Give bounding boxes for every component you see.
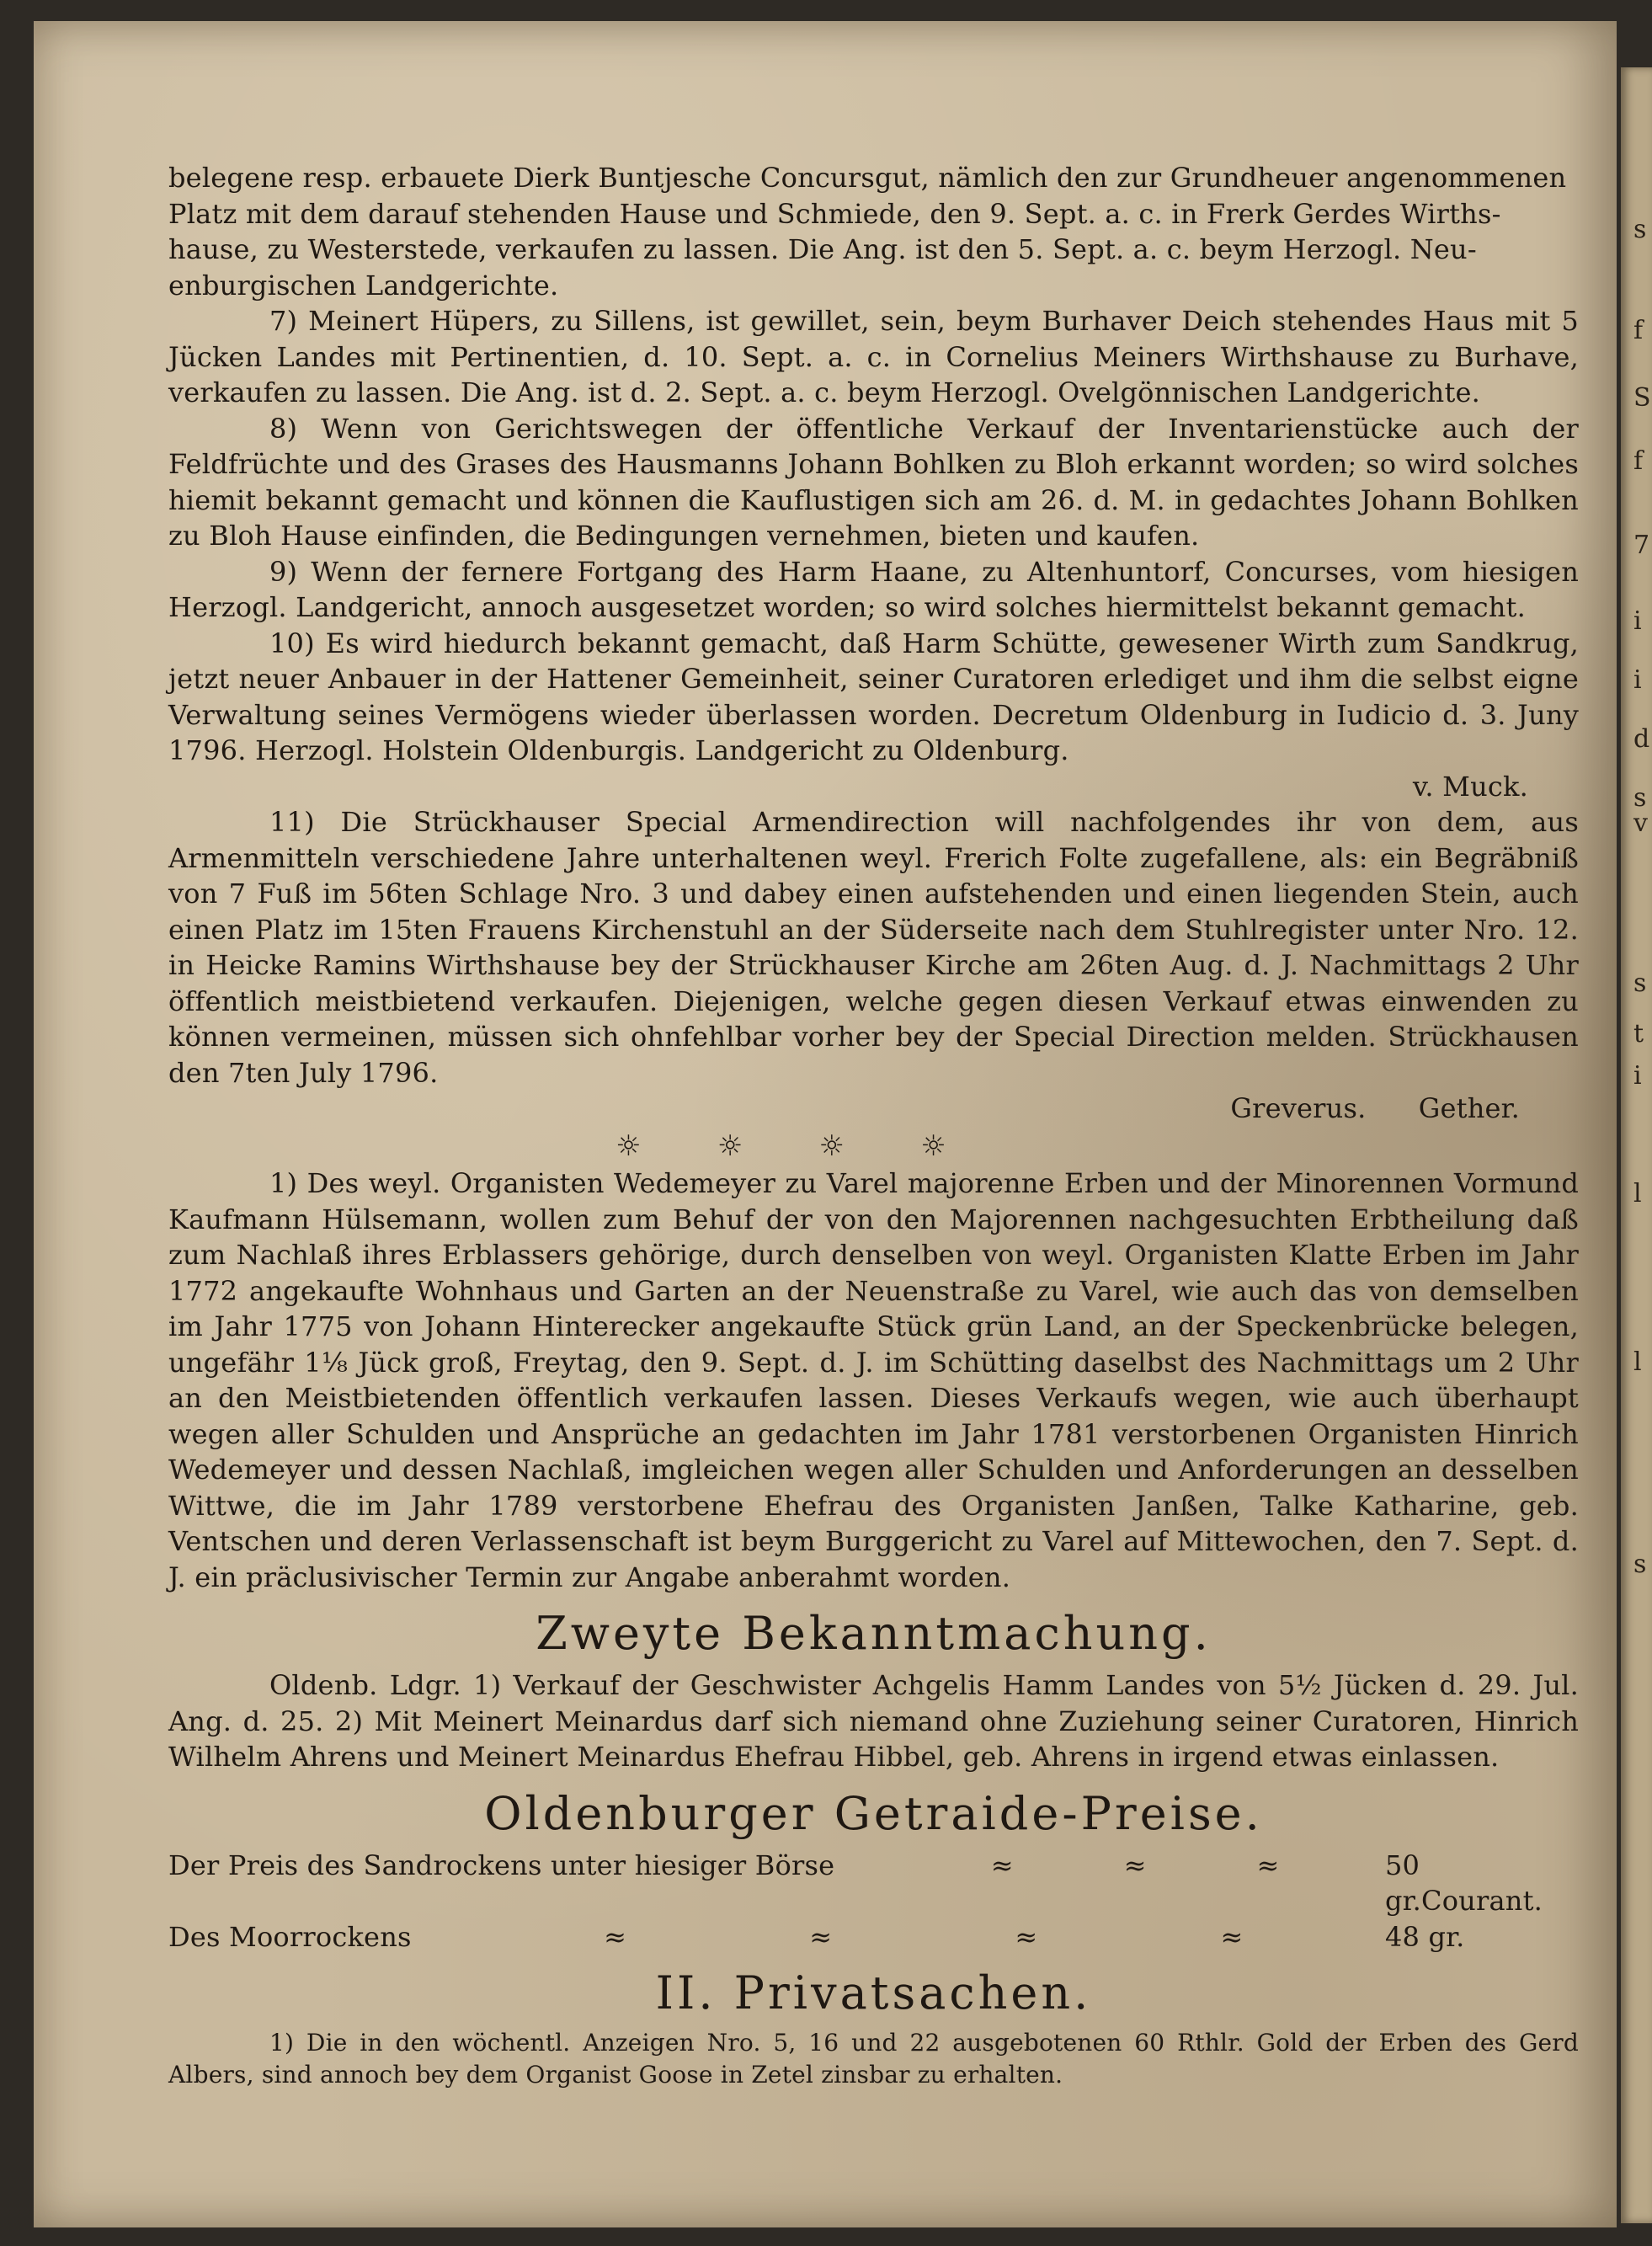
star-ornament-icon: ☼ xyxy=(717,1128,743,1163)
leader-dots xyxy=(834,1848,1385,1884)
adjacent-page-char: l xyxy=(1633,1179,1642,1208)
adjacent-page-char: s xyxy=(1633,1550,1647,1579)
star-ornament-icon: ☼ xyxy=(920,1128,946,1163)
price-row-moorrocken xyxy=(168,1919,1579,1955)
adjacent-page-char: v xyxy=(1633,808,1648,838)
notice-zweyte: Oldenb. Ldgr. 1) Verkauf der Geschwister Achgelis Hamm Landes von 5½ Jücken d. 29. Jul. Ang. d. 25. 2) Mit Meinert Meinardus darf sich niemand ohne Zuziehung seiner Curatoren, Hinrich Wilhelm Ahrens und Meinert Meinardus Ehefrau Hibbel, geb. Ahrens in irgend etwas einlassen. xyxy=(168,1669,1579,1773)
signature-greverus: Greverus. xyxy=(1230,1092,1367,1124)
price-value: 50 gr.Courant. xyxy=(1385,1849,1543,1917)
adjacent-page-char: i xyxy=(1633,665,1642,695)
leader-dots xyxy=(412,1919,1385,1955)
intro-line: enburgischen Landgerichte. xyxy=(168,269,559,301)
leader-mark: ≈ xyxy=(1015,1920,1038,1953)
leader-mark: ≈ xyxy=(1256,1849,1280,1881)
heading-zweyte-bekanntmachung: Zweyte Bekanntmachung. xyxy=(536,1607,1212,1660)
signature-muck: v. Muck. xyxy=(1412,770,1528,803)
adjacent-page-char: s xyxy=(1633,783,1647,813)
intro-line: Platz mit dem darauf stehenden Hause und Schmiede, den 9. Sept. a. c. in Frerk Gerdes Wirths- xyxy=(168,197,1501,230)
price-row-sandrocken xyxy=(168,1848,1579,1919)
notice-wedemeyer: 1) Des weyl. Organisten Wedemeyer zu Varel majorenne Erben und der Minorennen Vormund Kaufmann Hülsemann, wollen zum Behuf der von den Majorennen nachgesuchten Erbtheilung daß zum Nachlaß ihres Erblassers gehörige, durch denselben von weyl. Organisten Klatte Erben im Jahr 1772 angekaufte Wohnhaus und Garten an der Neuenstraße zu Varel, wie auch das von demselben im Jahr 1775 von Johann Hinterecker angekaufte Stück grün Land, an der Speckenbrücke belegen, ungefähr 1⅛ Jück groß, Freytag, den 9. Sept. d. J. im Schütting daselbst des Nachmittags um 2 Uhr an den Meistbietenden öffentlich verkaufen lassen. Dieses Verkaufs wegen, wie auch überhaupt wegen aller Schulden und Ansprüche an gedachten im Jahr 1781 verstorbenen Organisten Hinrich Wedemeyer und dessen Nachlaß, imgleichen wegen aller Schulden und Anforderungen an desselben Wittwe, die im Jahr 1789 verstorbene Ehefrau des Organisten Janßen, Talke Katharine, geb. Ventschen und deren Verlassenschaft ist beym Burggericht zu Varel auf Mittewochen, den 7. Sept. d. J. ein präclusivischer Termin zur Angabe anberahmt worden. xyxy=(168,1167,1579,1593)
adjacent-page-char: d xyxy=(1633,724,1650,754)
section-divider xyxy=(168,1128,1579,1165)
adjacent-page-char: s xyxy=(1633,215,1647,244)
leader-mark: ≈ xyxy=(1123,1849,1147,1881)
adjacent-page-char: s xyxy=(1633,968,1647,998)
notice-11: 11) Die Strückhauser Special Armendirection will nachfolgendes ihr von dem, aus Armenmitteln verschiedene Jahre unterhaltenen weyl. Frerich Folte zugefallene, als: ein Begräbniß von 7 Fuß im 56ten Schlage Nro. 3 und dabey einen aufstehenden und einen liegenden Stein, auch einen Platz im 15ten Frauens Kirchenstuhl an der Süderseite nach dem Stuhlregister unter Nro. 12. in Heicke Ramins Wirthshause bey der Strückhauser Kirche am 26ten Aug. d. J. Nachmittags 2 Uhr öffentlich meistbietend verkaufen. Diejenigen, welche gegen diesen Verkauf etwas einwenden zu können vermeinen, müssen sich ohnfehlbar vorher bey der Special Direction melden. Strückhausen den 7ten July 1796. xyxy=(168,806,1579,1089)
adjacent-page-char: t xyxy=(1633,1019,1644,1048)
adjacent-page-char: f xyxy=(1633,316,1644,345)
adjacent-page-char: l xyxy=(1633,1347,1642,1377)
leader-mark: ≈ xyxy=(809,1920,833,1953)
heading-privatsachen: II. Privatsachen. xyxy=(655,1966,1092,2019)
price-label: Der Preis des Sandrockens unter hiesiger Börse xyxy=(168,1849,835,1881)
notice-10: 10) Es wird hiedurch bekannt gemacht, daß Harm Schütte, gewesener Wirth zum Sandkrug, jetzt neuer Anbauer in der Hattener Gemeinheit, seiner Curatoren erlediget und ihm die selbst eigne Verwaltung seines Vermögens wieder überlassen worden. Decretum Oldenburg in Iudicio d. 3. Juny 1796. Herzogl. Holstein Oldenburgis. Landgericht zu Oldenburg. xyxy=(168,627,1579,766)
notice-7: 7) Meinert Hüpers, zu Sillens, ist gewillet, sein, beym Burhaver Deich stehendes Haus mit 5 Jücken Landes mit Pertinentien, d. 10. Sept. a. c. in Cornelius Meiners Wirthshause zu Burhave, verkaufen zu lassen. Die Ang. ist d. 2. Sept. a. c. beym Herzogl. Ovelgönnischen Landgerichte. xyxy=(168,305,1579,408)
intro-line: hause, zu Westerstede, verkaufen zu lassen. Die Ang. ist den 5. Sept. a. c. beym Herzogl. Neu- xyxy=(168,233,1477,265)
notice-8: 8) Wenn von Gerichtswegen der öffentliche Verkauf der Inventarienstücke auch der Feldfrüchte und des Grases des Hausmanns Johann Bohlken zu Bloh erkannt worden; so wird solches hiemit bekannt gemacht und können die Kauflustigen sich am 26. d. M. in gedachtes Johann Bohlken zu Bloh Hause einfinden, die Bedingungen vernehmen, bieten und kaufen. xyxy=(168,412,1579,552)
adjacent-page-char: i xyxy=(1633,1061,1642,1091)
signature-gether: Gether. xyxy=(1418,1092,1520,1124)
article-column xyxy=(168,160,1579,2091)
notice-private: 1) Die in den wöchentl. Anzeigen Nro. 5, 16 und 22 ausgebotenen 60 Rthlr. Gold der Erben des Gerd Albers, sind annoch bey dem Organist Goose in Zetel zinsbar zu erhalten. xyxy=(168,2029,1579,2089)
leader-mark: ≈ xyxy=(604,1920,627,1953)
star-ornament-icon: ☼ xyxy=(818,1128,845,1163)
adjacent-page-char: S xyxy=(1633,383,1651,413)
intro-line: belegene resp. erbauete Dierk Buntjesche Concursgut, nämlich den zur Grundheuer angenommenen xyxy=(168,162,1567,194)
adjacent-page-char: i xyxy=(1633,606,1642,636)
leader-mark: ≈ xyxy=(990,1849,1014,1881)
heading-getraide-preise: Oldenburger Getraide-Preise. xyxy=(484,1786,1263,1840)
leader-mark: ≈ xyxy=(1220,1920,1244,1953)
price-value: 48 gr. xyxy=(1385,1920,1465,1953)
star-ornament-icon: ☼ xyxy=(616,1128,642,1163)
price-label: Des Moorrockens xyxy=(168,1920,412,1953)
adjacent-page-char: f xyxy=(1633,446,1644,476)
signature-line-11 xyxy=(168,1091,1579,1127)
adjacent-page-char: 7 xyxy=(1633,531,1650,560)
notice-9: 9) Wenn der fernere Fortgang des Harm Haane, zu Altenhuntorf, Concurses, vom hiesigen Herzogl. Landgericht, annoch ausgesetzet worden; so wird solches hiermittelst bekannt gemacht. xyxy=(168,555,1579,623)
